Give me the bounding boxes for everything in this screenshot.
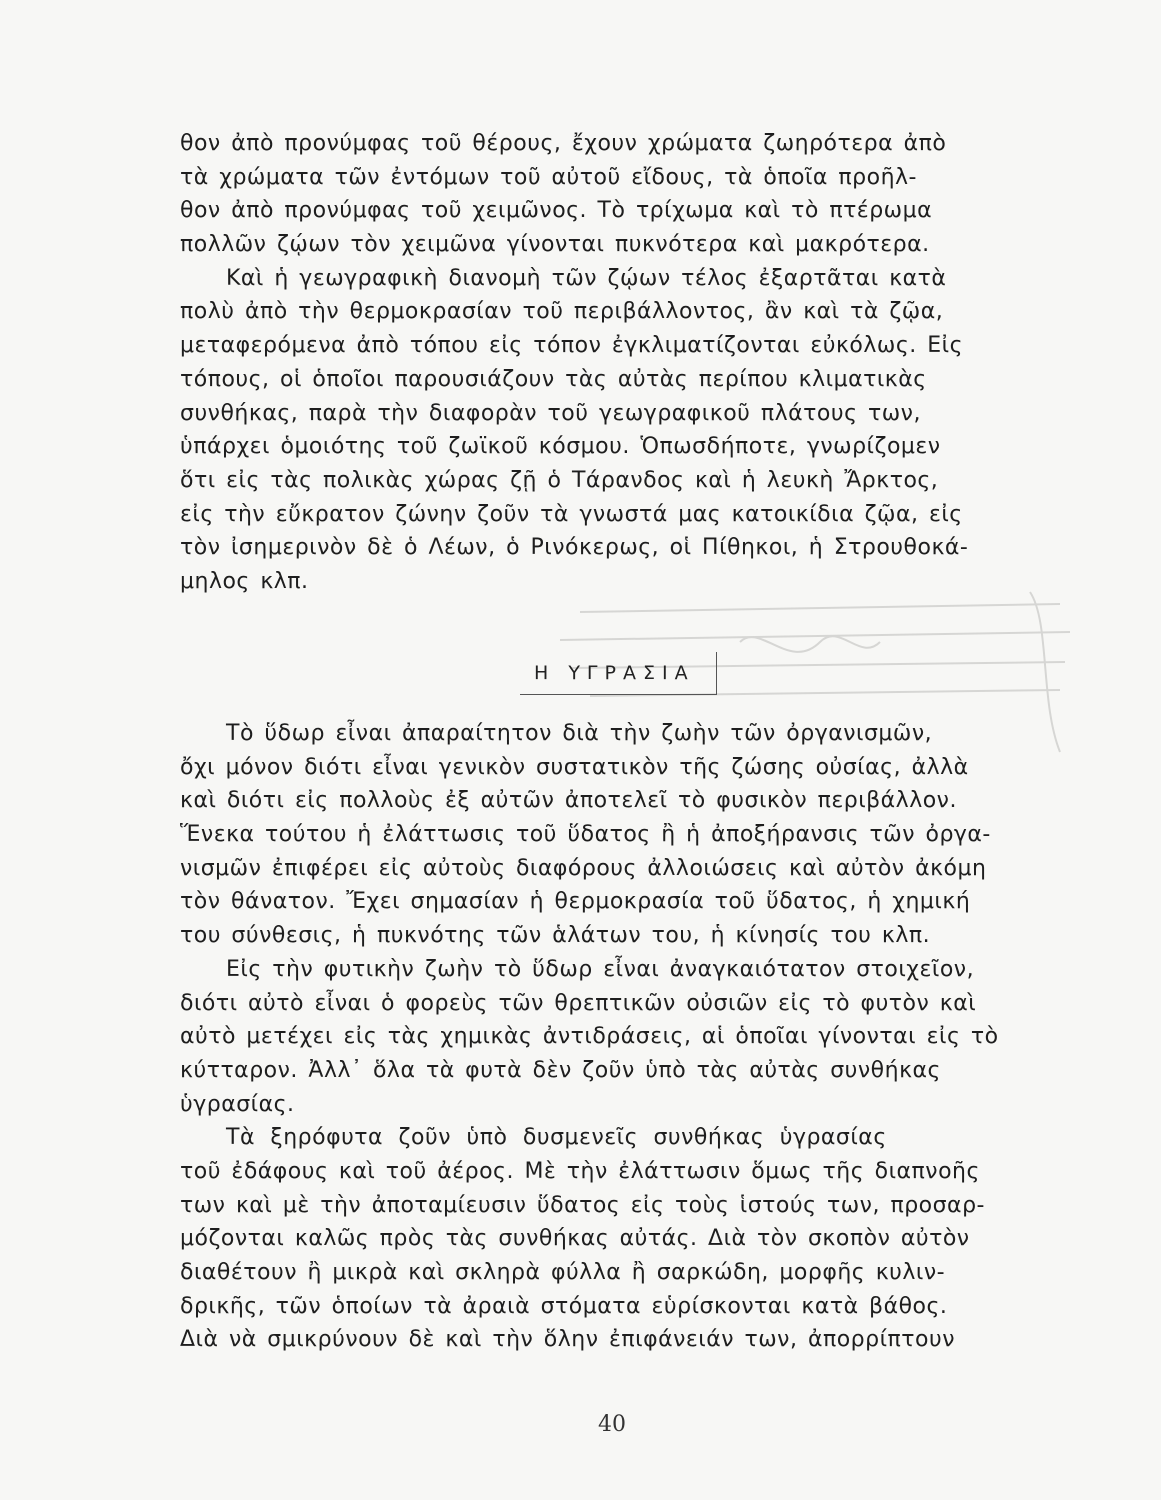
text-line: ὄχι μόνον διότι εἶναι γενικὸν συστατικὸν τῆς ζώσης οὐσίας, ἀλλὰ: [180, 754, 969, 780]
text-line: τοῦ ἐδάφους καὶ τοῦ ἀέρος. Μὲ τὴν ἐλάττωσιν ὅμως τῆς διαπνοῆς: [180, 1158, 980, 1184]
text-line: του σύνθεσις, ἡ πυκνότης τῶν ἁλάτων του, ἡ κίνησίς του κλπ.: [180, 923, 931, 949]
text-line: θον ἀπὸ προνύμφας τοῦ θέρους, ἔχουν χρώματα ζωηρότερα ἀπὸ: [180, 131, 947, 156]
text-line: Εἰς τὴν φυτικὴν ζωὴν τὸ ὕδωρ εἶναι ἀναγκαιότατον στοιχεῖον,: [226, 956, 975, 982]
text-line: εἰς τὴν εὔκρατον ζώνην ζοῦν τὰ γνωστά μας κατοικίδια ζῷα, εἰς: [180, 501, 963, 527]
text-line: τὸν θάνατον. Ἔχει σημασίαν ἡ θερμοκρασία τοῦ ὕδατος, ἡ χημική: [180, 889, 971, 915]
text-line: αὐτὸ μετέχει εἰς τὰς χημικὰς ἀντιδράσεις, αἱ ὁποῖαι γίνονται εἰς τὸ: [180, 1024, 999, 1050]
text-line: πολὺ ἀπὸ τὴν θερμοκρασίαν τοῦ περιβάλλοντος, ἂν καὶ τὰ ζῷα,: [180, 299, 944, 325]
page-number: 40: [598, 1412, 626, 1437]
text-line: ὑγρασίας.: [180, 1091, 295, 1117]
section-heading: Η ΥΓΡΑΣΙΑ: [534, 662, 695, 684]
text-line: διαθέτουν ἢ μικρὰ καὶ σκληρὰ φύλλα ἢ σαρκώδη, μορφῆς κυλιν-: [180, 1260, 946, 1285]
text-line: ὑπάρχει ὁμοιότης τοῦ ζωϊκοῦ κόσμου. Ὁπωσδήποτε, γνωρίζομεν: [180, 434, 941, 460]
text-line: των καὶ μὲ τὴν ἀποταμίευσιν ὕδατος εἰς τοὺς ἱστούς των, προσαρ-: [180, 1192, 985, 1218]
text-line: πολλῶν ζῴων τὸν χειμῶνα γίνονται πυκνότερα καὶ μακρότερα.: [180, 232, 930, 258]
text-line: διότι αὐτὸ εἶναι ὁ φορεὺς τῶν θρεπτικῶν οὐσιῶν εἰς τὸ φυτὸν καὶ: [180, 990, 977, 1016]
text-line: θον ἀπὸ προνύμφας τοῦ χειμῶνος. Τὸ τρίχωμα καὶ τὸ πτέρωμα: [180, 198, 933, 224]
text-line: Τὰ ξηρόφυτα ζοῦν ὑπὸ δυσμενεῖς συνθήκας ὑγρασίας: [226, 1125, 887, 1151]
text-line: Τὸ ὕδωρ εἶναι ἀπαραίτητον διὰ τὴν ζωὴν τῶν ὀργανισμῶν,: [226, 721, 933, 746]
text-line: ὅτι εἰς τὰς πολικὰς χώρας ζῇ ὁ Τάρανδος καὶ ἡ λευκὴ Ἄρκτος,: [180, 467, 939, 493]
text-line: δρικῆς, τῶν ὁποίων τὰ ἀραιὰ στόματα εὑρίσκονται κατὰ βάθος.: [180, 1293, 948, 1319]
text-block-bottom: [180, 717, 1080, 1357]
text-line: Διὰ νὰ σμικρύνουν δὲ καὶ τὴν ὅλην ἐπιφάνειάν των, ἀπορρίπτουν: [180, 1327, 956, 1353]
text-line: Καὶ ἡ γεωγραφικὴ διανομὴ τῶν ζῴων τέλος ἐξαρτᾶται κατὰ: [226, 265, 947, 291]
text-line: καὶ διότι εἰς πολλοὺς ἐξ αὐτῶν ἀποτελεῖ τὸ φυσικὸν περιβάλλον.: [180, 788, 957, 814]
text-line: τὸν ἰσημερινὸν δὲ ὁ Λέων, ὁ Ρινόκερως, οἱ Πίθηκοι, ἡ Στρουθοκά-: [180, 535, 969, 561]
text-line: τόπους, οἱ ὁποῖοι παρουσιάζουν τὰς αὐτὰς περίπου κλιματικὰς: [180, 366, 927, 392]
text-line: τὰ χρώματα τῶν ἐντόμων τοῦ αὐτοῦ εἴδους, τὰ ὁποῖα προῆλ-: [180, 164, 917, 190]
text-line: μηλος κλπ.: [180, 568, 309, 594]
text-block-top: [180, 127, 1080, 599]
text-line: μόζονται καλῶς πρὸς τὰς συνθήκας αὐτάς. Διὰ τὸν σκοπὸν αὐτὸν: [180, 1226, 970, 1252]
text-line: Ἕνεκα τούτου ἡ ἐλάττωσις τοῦ ὕδατος ἢ ἡ ἀποξήρανσις τῶν ὀργα-: [180, 822, 991, 848]
text-line: μεταφερόμενα ἀπὸ τόπου εἰς τόπον ἐγκλιματίζονται εὐκόλως. Εἰς: [180, 333, 963, 359]
text-line: νισμῶν ἐπιφέρει εἰς αὐτοὺς διαφόρους ἀλλοιώσεις καὶ αὐτὸν ἀκόμη: [180, 855, 987, 881]
text-line: κύτταρον. Ἀλλ᾽ ὅλα τὰ φυτὰ δὲν ζοῦν ὑπὸ τὰς αὐτὰς συνθήκας: [180, 1057, 941, 1083]
text-line: συνθήκας, παρὰ τὴν διαφορὰν τοῦ γεωγραφικοῦ πλάτους των,: [180, 400, 921, 426]
